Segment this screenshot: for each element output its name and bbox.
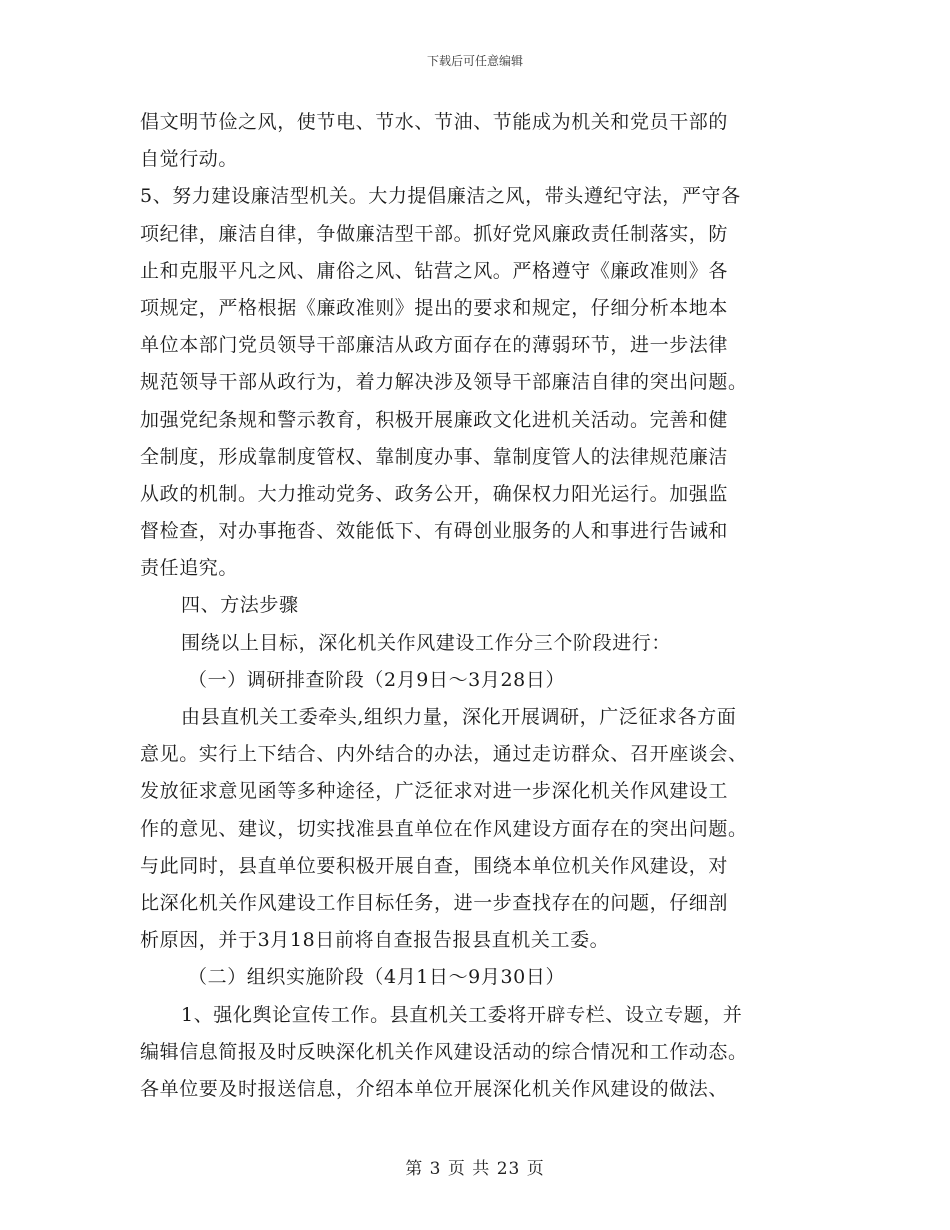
text-line: 比深化机关作风建设工作目标任务，进一步查找存在的问题，仔细剖 bbox=[140, 891, 729, 914]
text-line: 责任追究。 bbox=[140, 557, 239, 580]
text-line: 由县直机关工委牵头,组织力量，深化开展调研，广泛征求各方面 bbox=[181, 706, 737, 728]
section-heading: 四、方法步骤 bbox=[181, 594, 299, 617]
text-line: 围绕以上目标，深化机关作风建设工作分三个阶段进行： bbox=[181, 631, 672, 654]
document-body bbox=[140, 104, 810, 1108]
text-line: 项规定，严格根据《廉政准则》提出的要求和规定，仔细分析本地本 bbox=[140, 296, 729, 319]
page-header: 下载后可任意编辑 bbox=[426, 54, 523, 68]
text-line: 止和克服平凡之风、庸俗之风、钻营之风。严格遵守《廉政准则》各 bbox=[140, 259, 729, 282]
subsection-heading: （二）组织实施阶段（4月1日～9月30日） bbox=[188, 966, 566, 989]
text-line: 意见。实行上下结合、内外结合的办法，通过走访群众、召开座谈会、 bbox=[140, 743, 748, 766]
text-line: 析原因，并于3月18日前将自查报告报县直机关工委。 bbox=[140, 929, 610, 952]
text-line: 与此同时，县直单位要积极开展自查，围绕本单位机关作风建设，对 bbox=[140, 854, 729, 877]
text-line: 单位本部门党员领导干部廉洁从政方面存在的薄弱环节，进一步法律 bbox=[140, 334, 729, 357]
text-line: 规范领导干部从政行为，着力解决涉及领导干部廉洁自律的突出问题。 bbox=[140, 371, 748, 394]
text-line: 各单位要及时报送信息，介绍本单位开展深化机关作风建设的做法、 bbox=[140, 1077, 729, 1100]
text-line: 从政的机制。大力推动党务、政务公开，确保权力阳光运行。加强监 bbox=[140, 482, 729, 505]
text-line: 项纪律，廉洁自律，争做廉洁型干部。抓好党风廉政责任制落实，防 bbox=[140, 222, 729, 245]
text-line: 倡文明节俭之风，使节电、节水、节油、节能成为机关和党员干部的 bbox=[140, 111, 729, 133]
text-line: 1、强化舆论宣传工作。县直机关工委将开辟专栏、设立专题，并 bbox=[181, 1003, 743, 1026]
text-line: 自觉行动。 bbox=[140, 148, 239, 171]
subsection-heading: （一）调研排查阶段（2月9日～3月28日） bbox=[188, 668, 566, 691]
text-line: 督检查，对办事拖沓、效能低下、有碍创业服务的人和事进行告诫和 bbox=[140, 520, 729, 543]
text-line: 全制度，形成靠制度管权、靠制度办事、靠制度管人的法律规范廉洁 bbox=[140, 445, 729, 468]
page-footer: 第 3 页 共 23 页 bbox=[405, 1159, 545, 1179]
text-line: 5、努力建设廉洁型机关。大力提倡廉洁之风，带头遵纪守法，严守各 bbox=[140, 185, 741, 208]
text-line: 加强党纪条规和警示教育，积极开展廉政文化进机关活动。完善和健 bbox=[140, 408, 729, 431]
text-line: 编辑信息简报及时反映深化机关作风建设活动的综合情况和工作动态。 bbox=[140, 1040, 748, 1063]
text-line: 发放征求意见函等多种途径，广泛征求对进一步深化机关作风建设工 bbox=[140, 780, 729, 803]
text-line: 作的意见、建议，切实找准县直单位在作风建设方面存在的突出问题。 bbox=[140, 817, 748, 840]
